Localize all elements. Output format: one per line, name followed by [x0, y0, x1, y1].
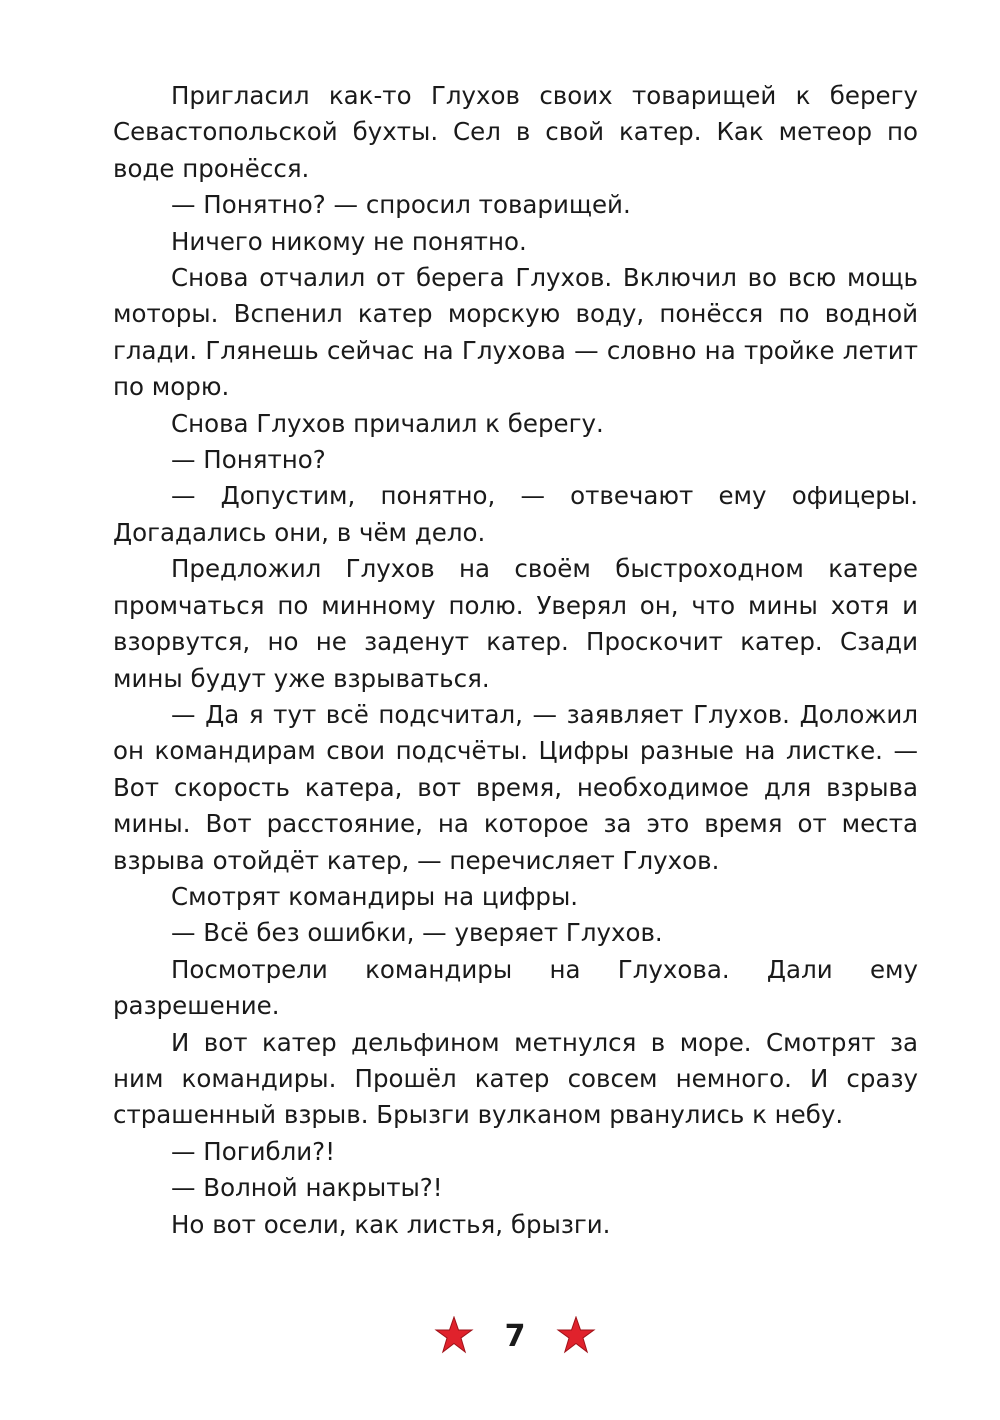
- paragraph: — Понятно?: [171, 445, 326, 475]
- paragraph: Пригласил как-то Глухов своих товарищей к берегу Севастопольской бухты. Сел в свой катер. Как метеор по воде пронёсся.: [113, 81, 918, 183]
- paragraph: — Погибли?!: [171, 1136, 336, 1166]
- paragraph: Посмотрели командиры на Глухова. Дали ему разрешение.: [113, 954, 918, 1021]
- paragraph: Ничего никому не понятно.: [171, 226, 527, 256]
- paragraph: Смотрят командиры на цифры.: [171, 881, 579, 911]
- page-footer: [0, 1312, 1000, 1362]
- paragraph: Предложил Глухов на своём быстроходном катере промчаться по минному полю. Уверял он, что мины хотя и взорвутся, но не заденут катер. Проскочит катер. Сзади мины будут уже взрываться.: [113, 554, 918, 693]
- red-star-icon: [556, 1316, 596, 1356]
- paragraph: — Допустим, понятно, — отвечают ему офицеры. Догадались они, в чём дело.: [113, 481, 918, 547]
- page-number: 7: [504, 1319, 526, 1354]
- paragraph: Снова отчалил от берега Глухов. Включил во всю мощь моторы. Вспенил катер морскую воду, понёсся по водной глади. Глянешь сейчас на Глухова — словно на тройке летит по морю.: [113, 263, 918, 402]
- paragraph: И вот катер дельфином метнулся в море. Смотрят за ним командиры. Прошёл катер совсем немного. И сразу страшенный взрыв. Брызги вулканом рванулись к небу.: [113, 1027, 918, 1130]
- paragraph: — Да я тут всё подсчитал, — заявляет Глухов. Доложил он командирам свои подсчёты. Цифры разные на листке. — Вот скорость катера, вот время, необходимое для взрыва мины. Вот расстояние, на которое за это время от места взрыва отойдёт катер, — перечисляет Глухов.: [113, 699, 918, 875]
- story-text: [113, 78, 918, 1243]
- paragraph: Но вот осели, как листья, брызги.: [171, 1209, 611, 1239]
- paragraph: — Понятно? — спросил товарищей.: [171, 190, 631, 220]
- red-star-icon: [434, 1316, 474, 1356]
- paragraph: — Всё без ошибки, — уверяет Глухов.: [171, 918, 663, 948]
- paragraph: Снова Глухов причалил к берегу.: [171, 408, 604, 438]
- paragraph: — Волной накрыты?!: [171, 1173, 443, 1203]
